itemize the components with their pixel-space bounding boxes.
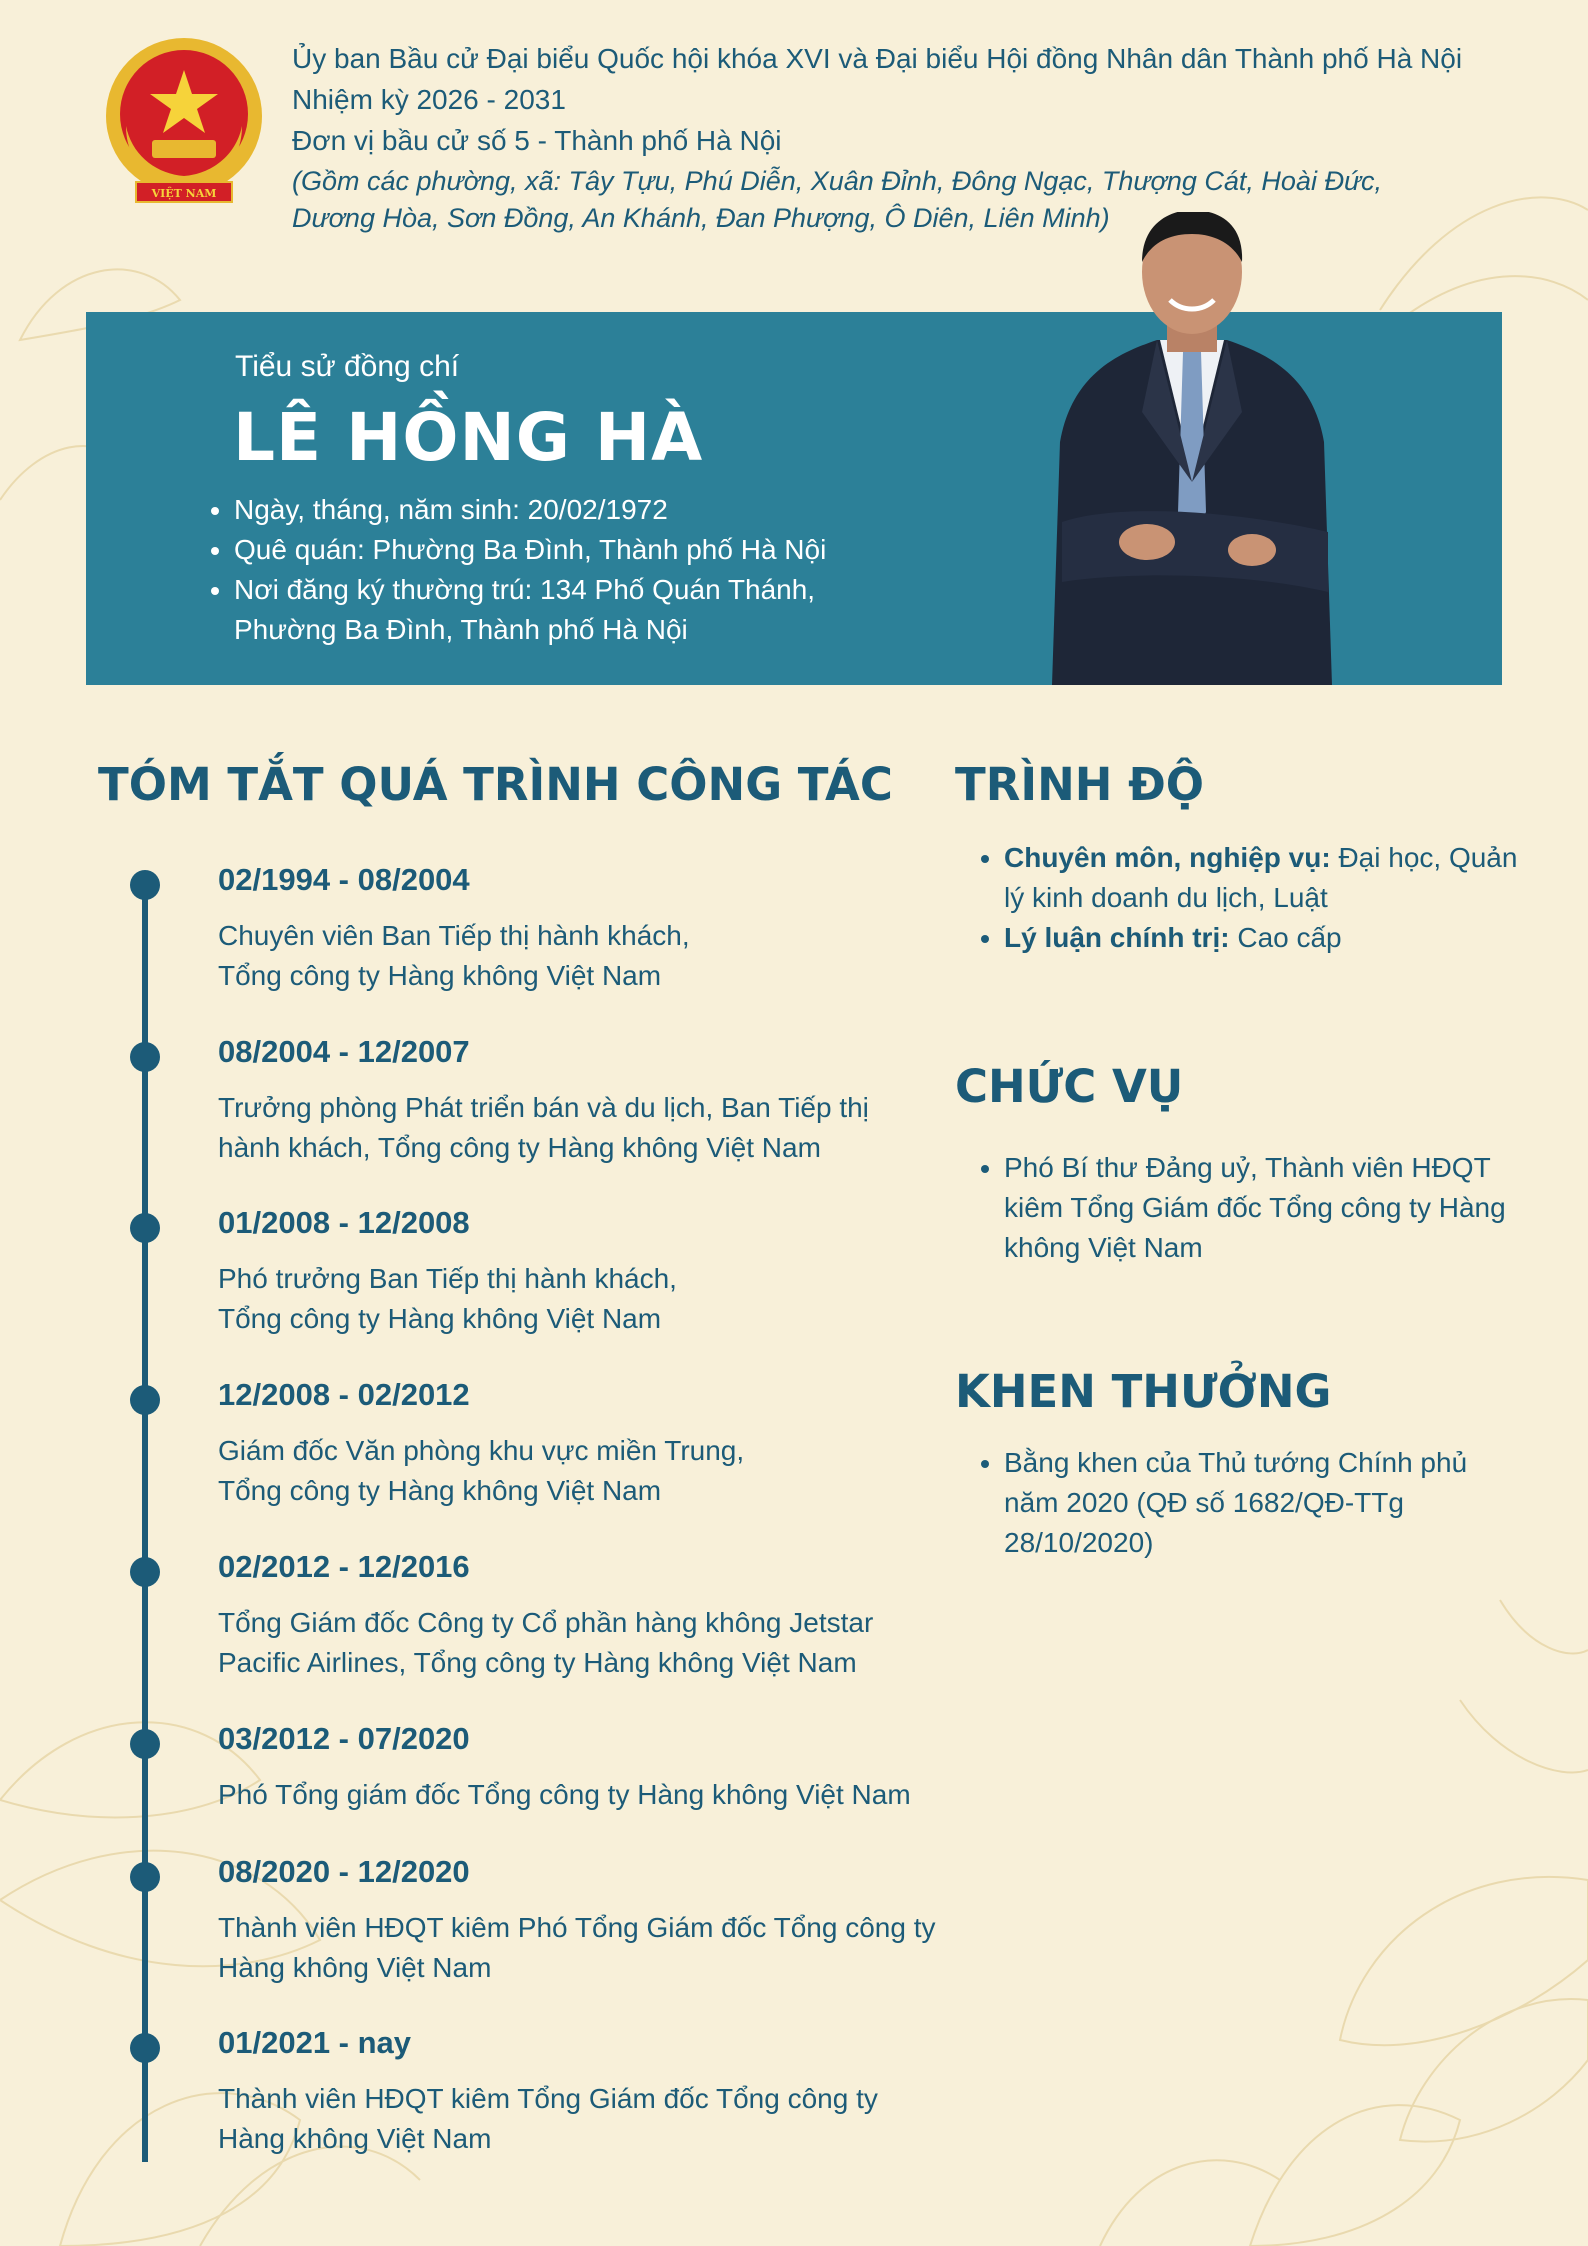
timeline-period: 03/2012 - 07/2020	[218, 1721, 470, 1756]
timeline-description	[218, 1775, 998, 1815]
timeline-dot	[130, 1729, 160, 1759]
timeline-period: 01/2021 - nay	[218, 2025, 412, 2060]
career-section-title: TÓM TẮT QUÁ TRÌNH CÔNG TÁC	[98, 758, 893, 811]
political-label: Lý luận chính trị:	[1004, 922, 1230, 953]
timeline-period: 02/1994 - 08/2004	[218, 862, 470, 897]
term-line: Nhiệm kỳ 2026 - 2031	[292, 84, 566, 115]
timeline-period: 01/2008 - 12/2008	[218, 1205, 470, 1240]
constituency-line: Đơn vị bầu cử số 5 - Thành phố Hà Nội	[292, 125, 782, 156]
timeline-description	[218, 1088, 998, 1168]
timeline-dot	[130, 1042, 160, 1072]
election-header	[292, 38, 1512, 235]
timeline-desc-line: Tổng công ty Hàng không Việt Nam	[218, 1475, 662, 1506]
timeline-dot	[130, 2033, 160, 2063]
timeline-description	[218, 1431, 998, 1511]
timeline-desc-line: Thành viên HĐQT kiêm Phó Tổng Giám đốc Tổng công ty	[218, 1912, 936, 1943]
education-section-title: TRÌNH ĐỘ	[955, 758, 1205, 811]
position-section-title: CHỨC VỤ	[955, 1060, 1184, 1113]
timeline-description	[218, 1908, 998, 1988]
timeline-description	[218, 2079, 998, 2159]
timeline-desc-line: Hàng không Việt Nam	[218, 1952, 492, 1983]
emblem-text: VIỆT NAM	[151, 187, 217, 200]
position-list	[972, 1148, 1524, 1268]
timeline-description	[218, 1603, 998, 1683]
committee-line: Ủy ban Bầu cử Đại biểu Quốc hội khóa XVI và Đại biểu Hội đồng Nhân dân Thành phố Hà Nội	[292, 43, 1463, 74]
timeline-period: 08/2020 - 12/2020	[218, 1854, 470, 1889]
timeline-desc-line: Tổng công ty Hàng không Việt Nam	[218, 960, 662, 991]
position-item: • Phó Bí thư Đảng uỷ, Thành viên HĐQT kiêm Tổng Giám đốc Tổng công ty Hàng không Việt Nam	[1004, 1148, 1524, 1268]
education-political	[1004, 918, 1544, 958]
timeline-dot	[130, 1385, 160, 1415]
timeline-line	[142, 880, 148, 2162]
political-value: Cao cấp	[1237, 922, 1342, 953]
timeline-desc-line: Thành viên HĐQT kiêm Tổng Giám đốc Tổng công ty	[218, 2083, 878, 2114]
timeline-desc-line: Giám đốc Văn phòng khu vực miền Trung,	[218, 1435, 745, 1466]
hometown: • Quê quán: Phường Ba Đình, Thành phố Hà Nội	[234, 530, 874, 570]
national-emblem-icon	[96, 36, 272, 212]
timeline-dot	[130, 1213, 160, 1243]
candidate-name: LÊ HỒNG HÀ	[233, 399, 704, 476]
timeline-desc-line: Chuyên viên Ban Tiếp thị hành khách,	[218, 920, 690, 951]
candidate-portrait	[1042, 212, 1342, 685]
wards-line-2: Dương Hòa, Sơn Đồng, An Khánh, Đan Phượng, Ô Diên, Liên Minh)	[292, 203, 1110, 233]
awards-section-title: KHEN THƯỞNG	[955, 1365, 1332, 1418]
timeline-description	[218, 916, 998, 996]
awards-list	[972, 1443, 1504, 1563]
timeline-desc-line: Pacific Airlines, Tổng công ty Hàng không Việt Nam	[218, 1647, 857, 1678]
birth-date: • Ngày, tháng, năm sinh: 20/02/1972	[234, 490, 874, 530]
profile-details	[204, 490, 874, 650]
timeline-desc-line: Trưởng phòng Phát triển bán và du lịch, Ban Tiếp thị	[218, 1092, 869, 1123]
timeline-description	[218, 1259, 998, 1339]
timeline-period: 02/2012 - 12/2016	[218, 1549, 470, 1584]
professional-label: Chuyên môn, nghiệp vụ:	[1004, 842, 1331, 873]
timeline-dot	[130, 1557, 160, 1587]
timeline-desc-line: Phó trưởng Ban Tiếp thị hành khách,	[218, 1263, 677, 1294]
profile-subtitle: Tiểu sử đồng chí	[235, 350, 460, 383]
education-list	[972, 838, 1544, 958]
professional-value: Đại học, Quản lý kinh doanh du lịch, Luật	[1004, 842, 1518, 913]
timeline-dot	[130, 1862, 160, 1892]
wards-line-1: (Gồm các phường, xã: Tây Tựu, Phú Diễn, Xuân Đỉnh, Đông Ngạc, Thượng Cát, Hoài Đức,	[292, 166, 1383, 196]
timeline-desc-line: Hàng không Việt Nam	[218, 2123, 492, 2154]
award-item: • Bằng khen của Thủ tướng Chính phủ năm 2020 (QĐ số 1682/QĐ-TTg 28/10/2020)	[1004, 1443, 1504, 1563]
timeline-dot	[130, 870, 160, 900]
timeline-desc-line: Phó Tổng giám đốc Tổng công ty Hàng không Việt Nam	[218, 1779, 911, 1810]
timeline-period: 12/2008 - 02/2012	[218, 1377, 470, 1412]
timeline-period: 08/2004 - 12/2007	[218, 1034, 470, 1069]
timeline-desc-line: Tổng công ty Hàng không Việt Nam	[218, 1303, 662, 1334]
residence: • Nơi đăng ký thường trú: 134 Phố Quán Thánh, Phường Ba Đình, Thành phố Hà Nội	[234, 570, 874, 650]
timeline-desc-line: hành khách, Tổng công ty Hàng không Việt Nam	[218, 1132, 821, 1163]
education-professional	[1004, 838, 1544, 918]
timeline-desc-line: Tổng Giám đốc Công ty Cổ phần hàng không Jetstar	[218, 1607, 874, 1638]
